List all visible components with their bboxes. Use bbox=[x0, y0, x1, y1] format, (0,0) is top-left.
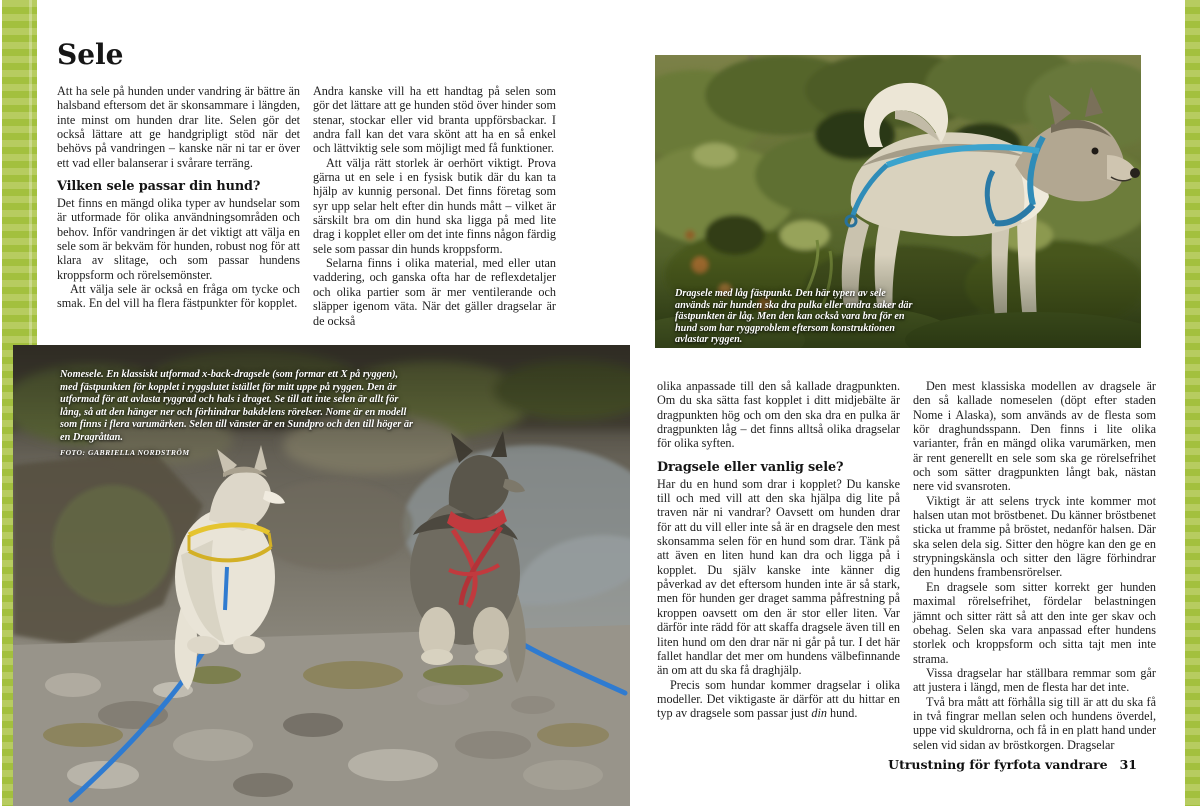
right-page-columns bbox=[657, 379, 1156, 752]
body-paragraph: olika anpassade till den så kallade dragpunkten. Om du ska sätta fast kopplet i ditt midjebälte är dragpunkten hög och om den ska dra en pulka är dragpunkten låg – det finns alltså olika dragselar för olika syften. bbox=[657, 379, 900, 451]
body-paragraph: En dragsele som sitter korrekt ger hunden maximal rörelsefrihet, fördelar belastningen jämnt och sitter rätt så att den inte ger skav och obehag. Selen ska vara anpassad efter hundens storlek och kroppsform och sitta tajt men inte strama. bbox=[913, 579, 1156, 666]
right-edge-stripe-band bbox=[1185, 0, 1200, 806]
body-paragraph: Att ha sele på hunden under vandring är bättre än halsband eftersom det är skonsammare i längden, inte minst om hunden drar lite. Selen gör det också lättare att ge handgripligt stöd när det behövs på vandringen – kanske när ni tar er över ett vad eller balanserar i svårare terräng. bbox=[57, 84, 300, 170]
left-page-column-2 bbox=[313, 84, 556, 328]
body-paragraph: Det finns en mängd olika typer av hundselar som är utformade för olika användningsområden och behov. Inför vandringen är det viktigt att välja en sele som är bekväm för hunden, robust nog för att klara av slitage, och som passar hundens kroppsform och rörelsemönster. bbox=[57, 196, 301, 282]
husky-pair-photo bbox=[13, 345, 630, 806]
footer-section-title: Utrustning för fyrfota vandrare bbox=[888, 757, 1108, 772]
page-footer bbox=[657, 757, 1137, 772]
caption-text: En klassiskt utformad x-back-dragsele (som formar ett X på ryggen), med fästpunkten för kopplet i ryggslutet istället för mitt uppe på ryggen. Den är utformad för att avlasta ryggrad och hals i draget. Se till att inte selen är allt för lång, så att den hänger ner och förhindrar bakdelens rörelser. Nome är en modell som finns i flera varumärken. Selen till vänster är en Sundpro och den till höger är en Dragråttan. bbox=[60, 369, 414, 443]
dog-blue-harness-photo bbox=[655, 55, 1141, 348]
body-paragraph: Vissa dragselar har ställbara remmar som går att justera i längd, men de flesta har det inte. bbox=[913, 665, 1156, 695]
body-paragraph: Andra kanske vill ha ett handtag på selen som gör det lättare att ge hunden stöd över hinder som stenar, stockar eller vid branta uppförsbackar. I andra fall kan det vara skönt att ha en så enkel och lättviktig sele som möjligt med få funktioner. bbox=[313, 84, 556, 156]
left-page-columns bbox=[57, 84, 556, 328]
right-page-column-1 bbox=[657, 379, 900, 752]
photo-credit: FOTO: GABRIELLA NORDSTRÖM bbox=[60, 447, 190, 457]
body-paragraph: Viktigt är att selens tryck inte kommer mot halsen utan mot bröstbenet. Du känner bröstbenet sticka ut framme på bröstet, nedanför halsen. Där ska selen dela sig. Sitter den högre kan den ge en strypningskänsla och sitter den lägre förhindrar den hundens frambensrörelser. bbox=[913, 493, 1156, 580]
page-title: Sele bbox=[57, 38, 124, 71]
emphasized-word: din bbox=[811, 706, 827, 721]
body-paragraph: Selarna finns i olika material, med eller utan vaddering, och ganska ofta har de reflexdetaljer och olika partier som är mer ventilerande och släpper igenom väta. När det gäller dragselar är de också bbox=[313, 256, 556, 328]
caption-text: Den här typen av sele används när hunden ska dra pulka eller andra saker där fästpunkten är låg. Men den kan också vara bra för en hund som har ryggproblem eftersom konstruktionen avlastar ryggen. bbox=[675, 288, 913, 346]
section-heading: Dragsele eller vanlig sele? bbox=[657, 459, 844, 475]
page-number: 31 bbox=[1119, 757, 1137, 772]
body-paragraph: Att välja sele är också en fråga om tycke och smak. En del vill ha flera fästpunkter för kopplet. bbox=[57, 282, 300, 311]
body-paragraph: Den mest klassiska modellen av dragsele är den så kallade nomeselen (döpt efter staden Nome i Alaska), som används av de flesta som kör draghundsspann. Den finns i lite olika varianter, från en mängd olika varumärken, men är rent generellt en sele som ska ge rörelsefrihet och som sätter dragpunkten långt bak, nästan nere vid svansroten. bbox=[913, 379, 1156, 494]
right-photo-caption bbox=[675, 288, 923, 346]
section-heading: Vilken sele passar din hund? bbox=[57, 179, 261, 195]
left-page-column-1 bbox=[57, 84, 300, 328]
right-page-column-2 bbox=[913, 379, 1156, 752]
caption-lead: Nomesele. bbox=[60, 369, 104, 380]
left-photo-caption bbox=[60, 369, 414, 459]
caption-lead: Dragsele med låg fästpunkt. bbox=[675, 288, 793, 299]
body-paragraph: Har du en hund som drar i kopplet? Du kanske till och med vill att den ska hjälpa dig lite på traven när ni vandrar? Oavsett om hunden drar för att du vill eller inte så är en dragsele den mest skonsamma selen för en hund som drar. Tänk på att även en liten hund kan dra och ligga på i kopplet. Du själv kanske inte känner dig påverkad av det eftersom hunden inte är så stark, men för hunden ger draget samma påfrestning på kroppen oavsett om den är stor eller liten. Var därför inte rädd för att skaffa dragsele även till en liten hund om den drar när ni går på tur. I det här fallet handlar det mer om hundens välbefinnande än om att du ska få draghjälp. bbox=[657, 476, 900, 678]
body-paragraph: Två bra mått att förhålla sig till är att du ska få in två fingrar mellan selen och hundens överdel, uppe vid skuldrorna, och få in en platt hand under selen vid sidan av bröstkorgen. Dragselar bbox=[913, 694, 1157, 752]
body-paragraph: Att välja rätt storlek är oerhört viktigt. Prova gärna ut en sele i en fysisk butik där du kan ta hjälp av kunnig personal. Det finns företag som syr upp selar helt efter din hunds mått – vilket är särskilt bra om din hund ska ligga på med lite drag i kopplet eller om det inte finns någon färdig sele som passar din hunds kroppsform. bbox=[313, 155, 556, 256]
body-paragraph: Precis som hundar kommer dragselar i olika modeller. Det viktigaste är därför att du hittar en typ av dragsele som passar just din hund. bbox=[657, 677, 900, 721]
